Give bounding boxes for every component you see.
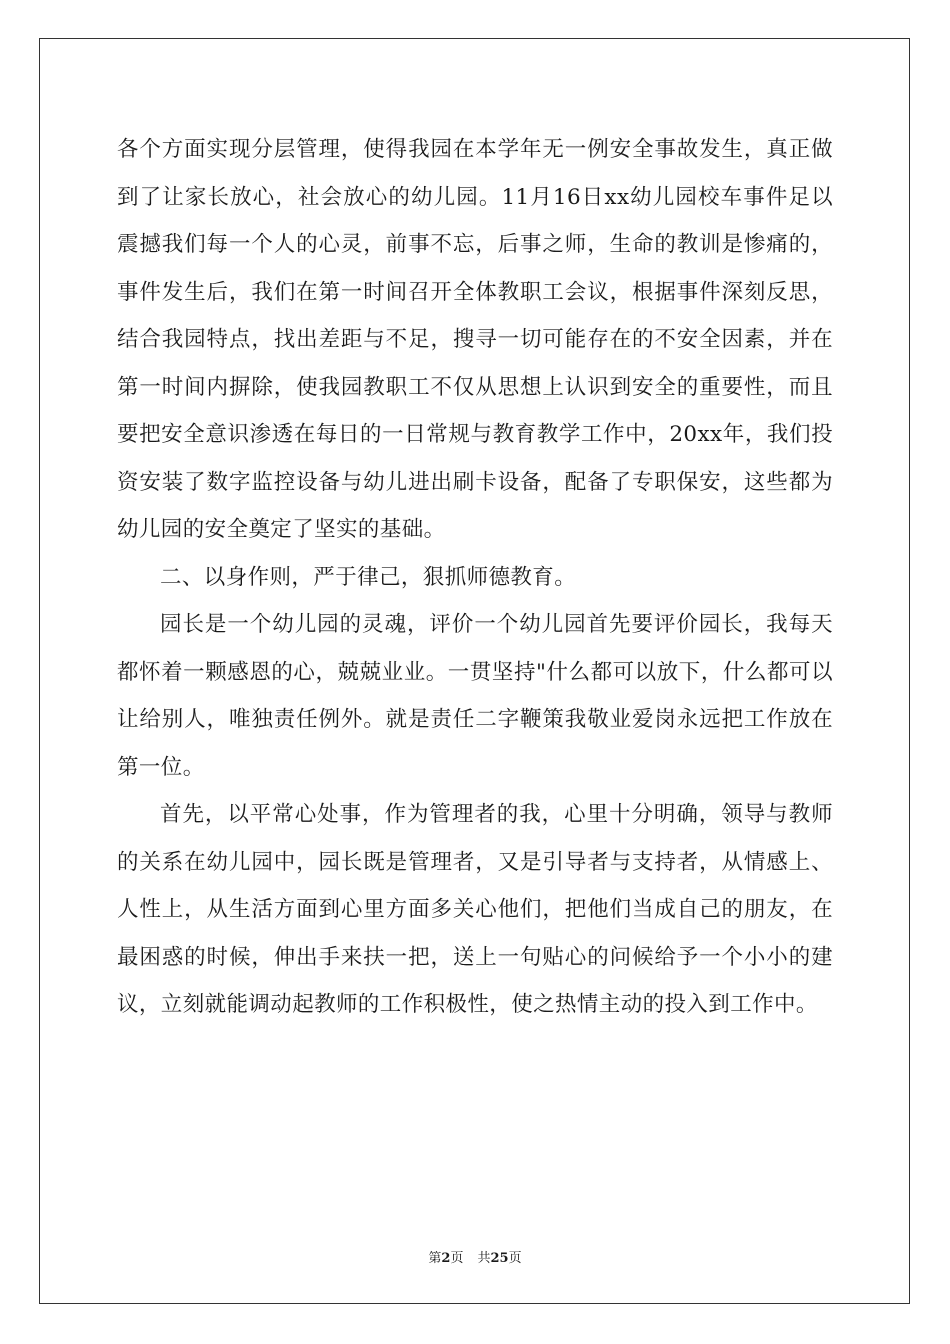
paragraph-4: 首先，以平常心处事，作为管理者的我，心里十分明确，领导与教师的关系在幼儿园中，园长既是管理者，又是引导者与支持者，从情感上、人性上，从生活方面到心里方面多关心他们，把他们当成自己的朋友，在最困惑的时候，伸出手来扶一把，送上一句贴心的问候给予一个小小的建议，立刻就能调动起教师的工作积极性，使之热情主动的投入到工作中。 xyxy=(117,802,833,1017)
total-pages: 25 xyxy=(490,1251,509,1266)
paragraph-3: 园长是一个幼儿园的灵魂，评价一个幼儿园首先要评价园长，我每天都怀着一颗感恩的心，兢兢业业。一贯坚持"什么都可以放下，什么都可以让给别人，唯独责任例外。就是责任二字鞭策我敬业爱岗永远把工作放在第一位。 xyxy=(117,612,833,780)
page-number: 2 xyxy=(441,1251,451,1266)
total-suffix: 页 xyxy=(508,1251,522,1266)
document-body xyxy=(117,126,833,1029)
total-prefix: 共 xyxy=(477,1251,491,1266)
page-suffix: 页 xyxy=(450,1251,464,1266)
paragraph-section-heading: 二、以身作则，严于律己，狠抓师德教育。 xyxy=(160,564,577,590)
page-prefix: 第 xyxy=(428,1251,442,1266)
page-footer xyxy=(0,1247,950,1266)
paragraph-1: 各个方面实现分层管理，使得我园在本学年无一例安全事故发生，真正做到了让家长放心，社会放心的幼儿园。11月16日xx幼儿园校车事件足以震撼我们每一个人的心灵，前事不忘，后事之师，生命的教训是惨痛的，事件发生后，我们在第一时间召开全体教职工会议，根据事件深刻反思，结合我园特点，找出差距与不足，搜寻一切可能存在的不安全因素，并在第一时间内摒除，使我园教职工不仅从思想上认识到安全的重要性，而且要把安全意识渗透在每日的一日常规与教育教学工作中，20xx年，我们投资安装了数字监控设备与幼儿进出刷卡设备，配备了专职保安，这些都为幼儿园的安全奠定了坚实的基础。 xyxy=(117,137,833,542)
